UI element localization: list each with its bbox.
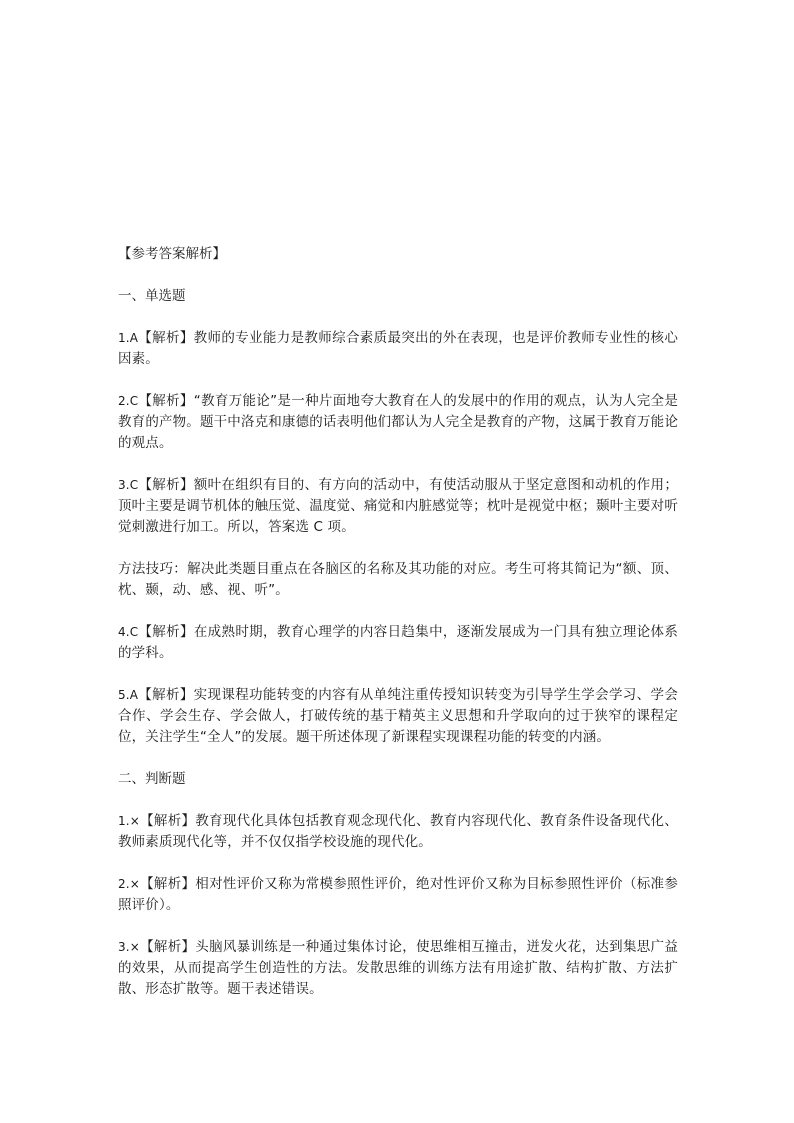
answer-item [118,391,678,454]
answer-number: 1.× [118,814,140,828]
answer-number: 2.C [118,394,139,408]
answer-item [118,328,678,370]
answer-text: 【解析】教师的专业能力是教师综合素质最突出的外在表现，也是评价教师专业性的核心因素。 [118,330,678,367]
answer-number: 3.C [118,478,139,492]
answer-number: 3.× [118,940,140,954]
answer-text: 【解析】相对性评价又称为常模参照性评价，绝对性评价又称为目标参照性评价（标准参照评价）。 [118,876,678,913]
section-heading-single-choice: 一、单选题 [118,288,186,304]
answer-text: 【解析】教育现代化具体包括教育观念现代化、教育内容现代化、教育条件设备现代化、教师素质现代化等，并不仅仅指学校设施的现代化。 [118,813,678,850]
answer-item [118,475,678,538]
document-title: 【参考答案解析】 [118,246,226,262]
answer-item [118,937,678,1000]
answer-number: 4.C [118,625,139,639]
answer-text: 【解析】头脑风暴训练是一种通过集体讨论，使思维相互撞击，迸发火花，达到集思广益的效果，从而提高学生创造性的方法。发散思维的训练方法有用途扩散、结构扩散、方法扩散、形态扩散等。题干表述错误。 [118,939,678,997]
answer-analysis-document [118,244,678,1021]
answer-number: 5.A [118,688,139,702]
method-tip: 方法技巧：解决此类题目重点在各脑区的名称及其功能的对应。考生可将其简记为“额、顶、枕、颞，动、感、视、听”。 [118,561,678,598]
section-heading-true-false: 二、判断题 [118,771,186,787]
answer-text: 【解析】额叶在组织有目的、有方向的活动中，有使活动服从于坚定意图和动机的作用；顶叶主要是调节机体的触压觉、温度觉、痛觉和内脏感觉等；枕叶是视觉中枢；颞叶主要对听觉刺激进行加工。所以，答案选 C 项。 [118,477,678,535]
answer-item [118,874,678,916]
answer-number: 2.× [118,877,140,891]
answer-item [118,811,678,853]
answer-text: 【解析】在成熟时期，教育心理学的内容日趋集中，逐渐发展成为一门具有独立理论体系的学科。 [118,624,678,661]
answer-number: 1.A [118,331,139,345]
answer-text: 【解析】“教育万能论”是一种片面地夸大教育在人的发展中的作用的观点，认为人完全是教育的产物。题干中洛克和康德的话表明他们都认为人完全是教育的产物，这属于教育万能论的观点。 [118,393,678,451]
answer-item [118,622,678,664]
answer-item [118,685,678,748]
answer-text: 【解析】实现课程功能转变的内容有从单纯注重传授知识转变为引导学生学会学习、学会合作、学会生存、学会做人，打破传统的基于精英主义思想和升学取向的过于狭窄的课程定位，关注学生“全人”的发展。题干所述体现了新课程实现课程功能的转变的内涵。 [118,687,678,745]
